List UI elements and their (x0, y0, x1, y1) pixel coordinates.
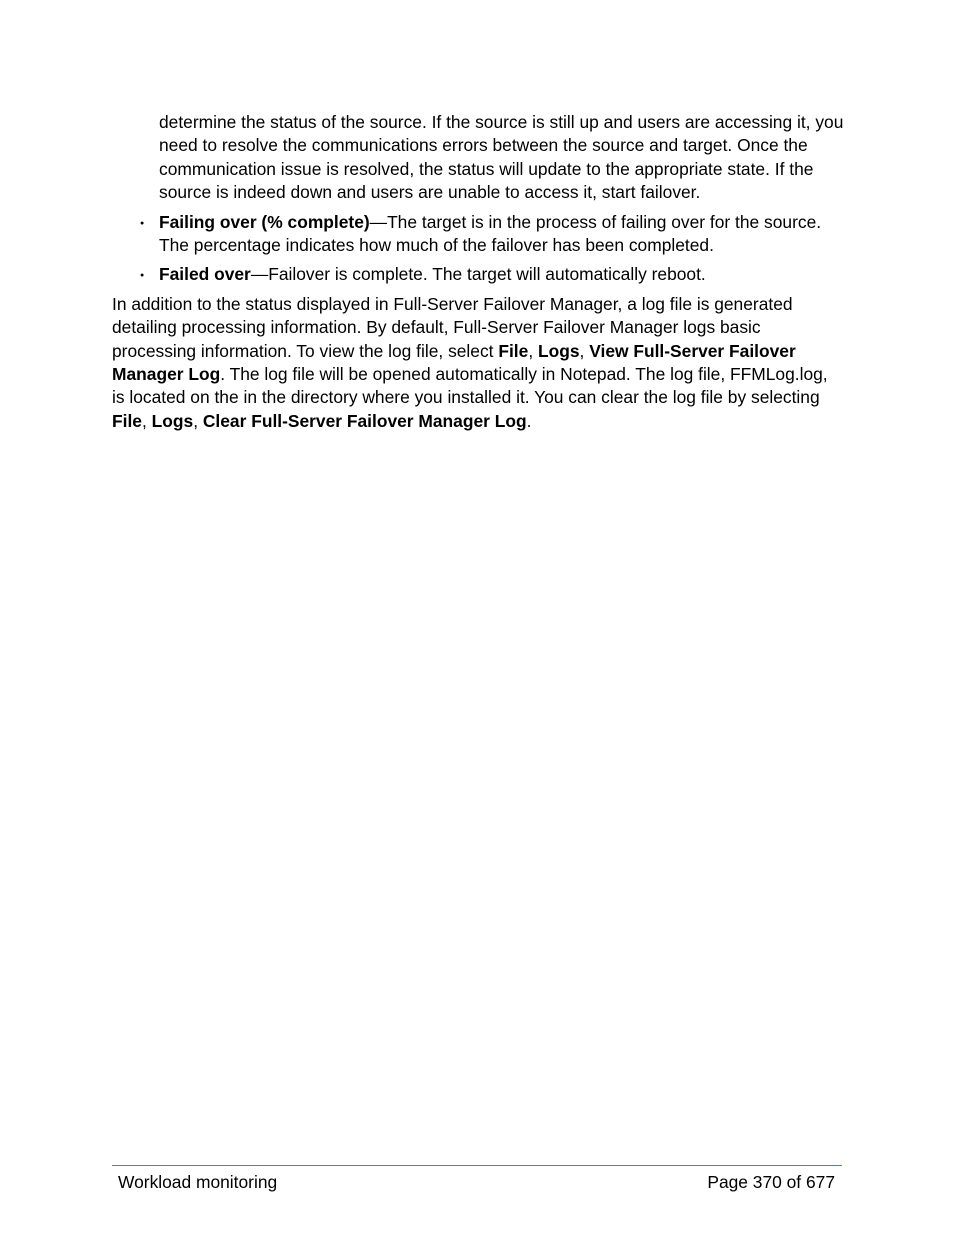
menu-file: File (498, 340, 529, 361)
footer-divider (112, 1165, 842, 1166)
log-paragraph (112, 293, 842, 433)
bullet-term: Failing over (% complete) (159, 211, 370, 232)
footer-page-number: Page 370 of 677 (707, 1172, 835, 1192)
separator: , (528, 340, 538, 361)
list-item (112, 263, 849, 286)
bullet-text: —Failover is complete. The target will automatically reboot. (250, 264, 706, 285)
bullet-term: Failed over (159, 264, 251, 285)
log-text: . (526, 410, 532, 431)
continuation-paragraph: determine the status of the source. If the source is still up and users are accessing it, you need to resolve the communications errors between the source and target. Once the communication issue is resolved, the status will update to the appropriate state. If the source is indeed down and users are unable to access it, start failover. (159, 112, 844, 203)
separator: , (579, 340, 590, 361)
menu-logs: Logs (537, 340, 580, 361)
bullet-text: —The target is in the process of failing over for the source. The percentage indicates how much of the failover has been completed. (159, 211, 822, 256)
menu-logs: Logs (151, 410, 194, 431)
menu-file: File (112, 410, 142, 431)
bullet-icon (140, 211, 144, 235)
status-bullet-list (112, 211, 852, 287)
bullet-icon (140, 263, 144, 287)
footer-section-title: Workload monitoring (118, 1172, 278, 1192)
menu-view-log: View Full-Server Failover Manager Log (112, 340, 796, 385)
menu-clear-log: Clear Full-Server Failover Manager Log (202, 410, 527, 431)
separator: , (141, 410, 152, 431)
document-body (112, 111, 852, 433)
log-text: In addition to the status displayed in Full-Server Failover Manager, a log file is generated detailing processing information. By default, Full-Server Failover Manager logs basic processing information. To view the log file, select (112, 293, 793, 361)
list-item (112, 211, 849, 258)
separator: , (193, 410, 203, 431)
log-text: . The log file will be opened automatically in Notepad. The log file, FFMLog.log, is located on the in the directory where you installed it. You can clear the log file by selecting (112, 364, 828, 408)
